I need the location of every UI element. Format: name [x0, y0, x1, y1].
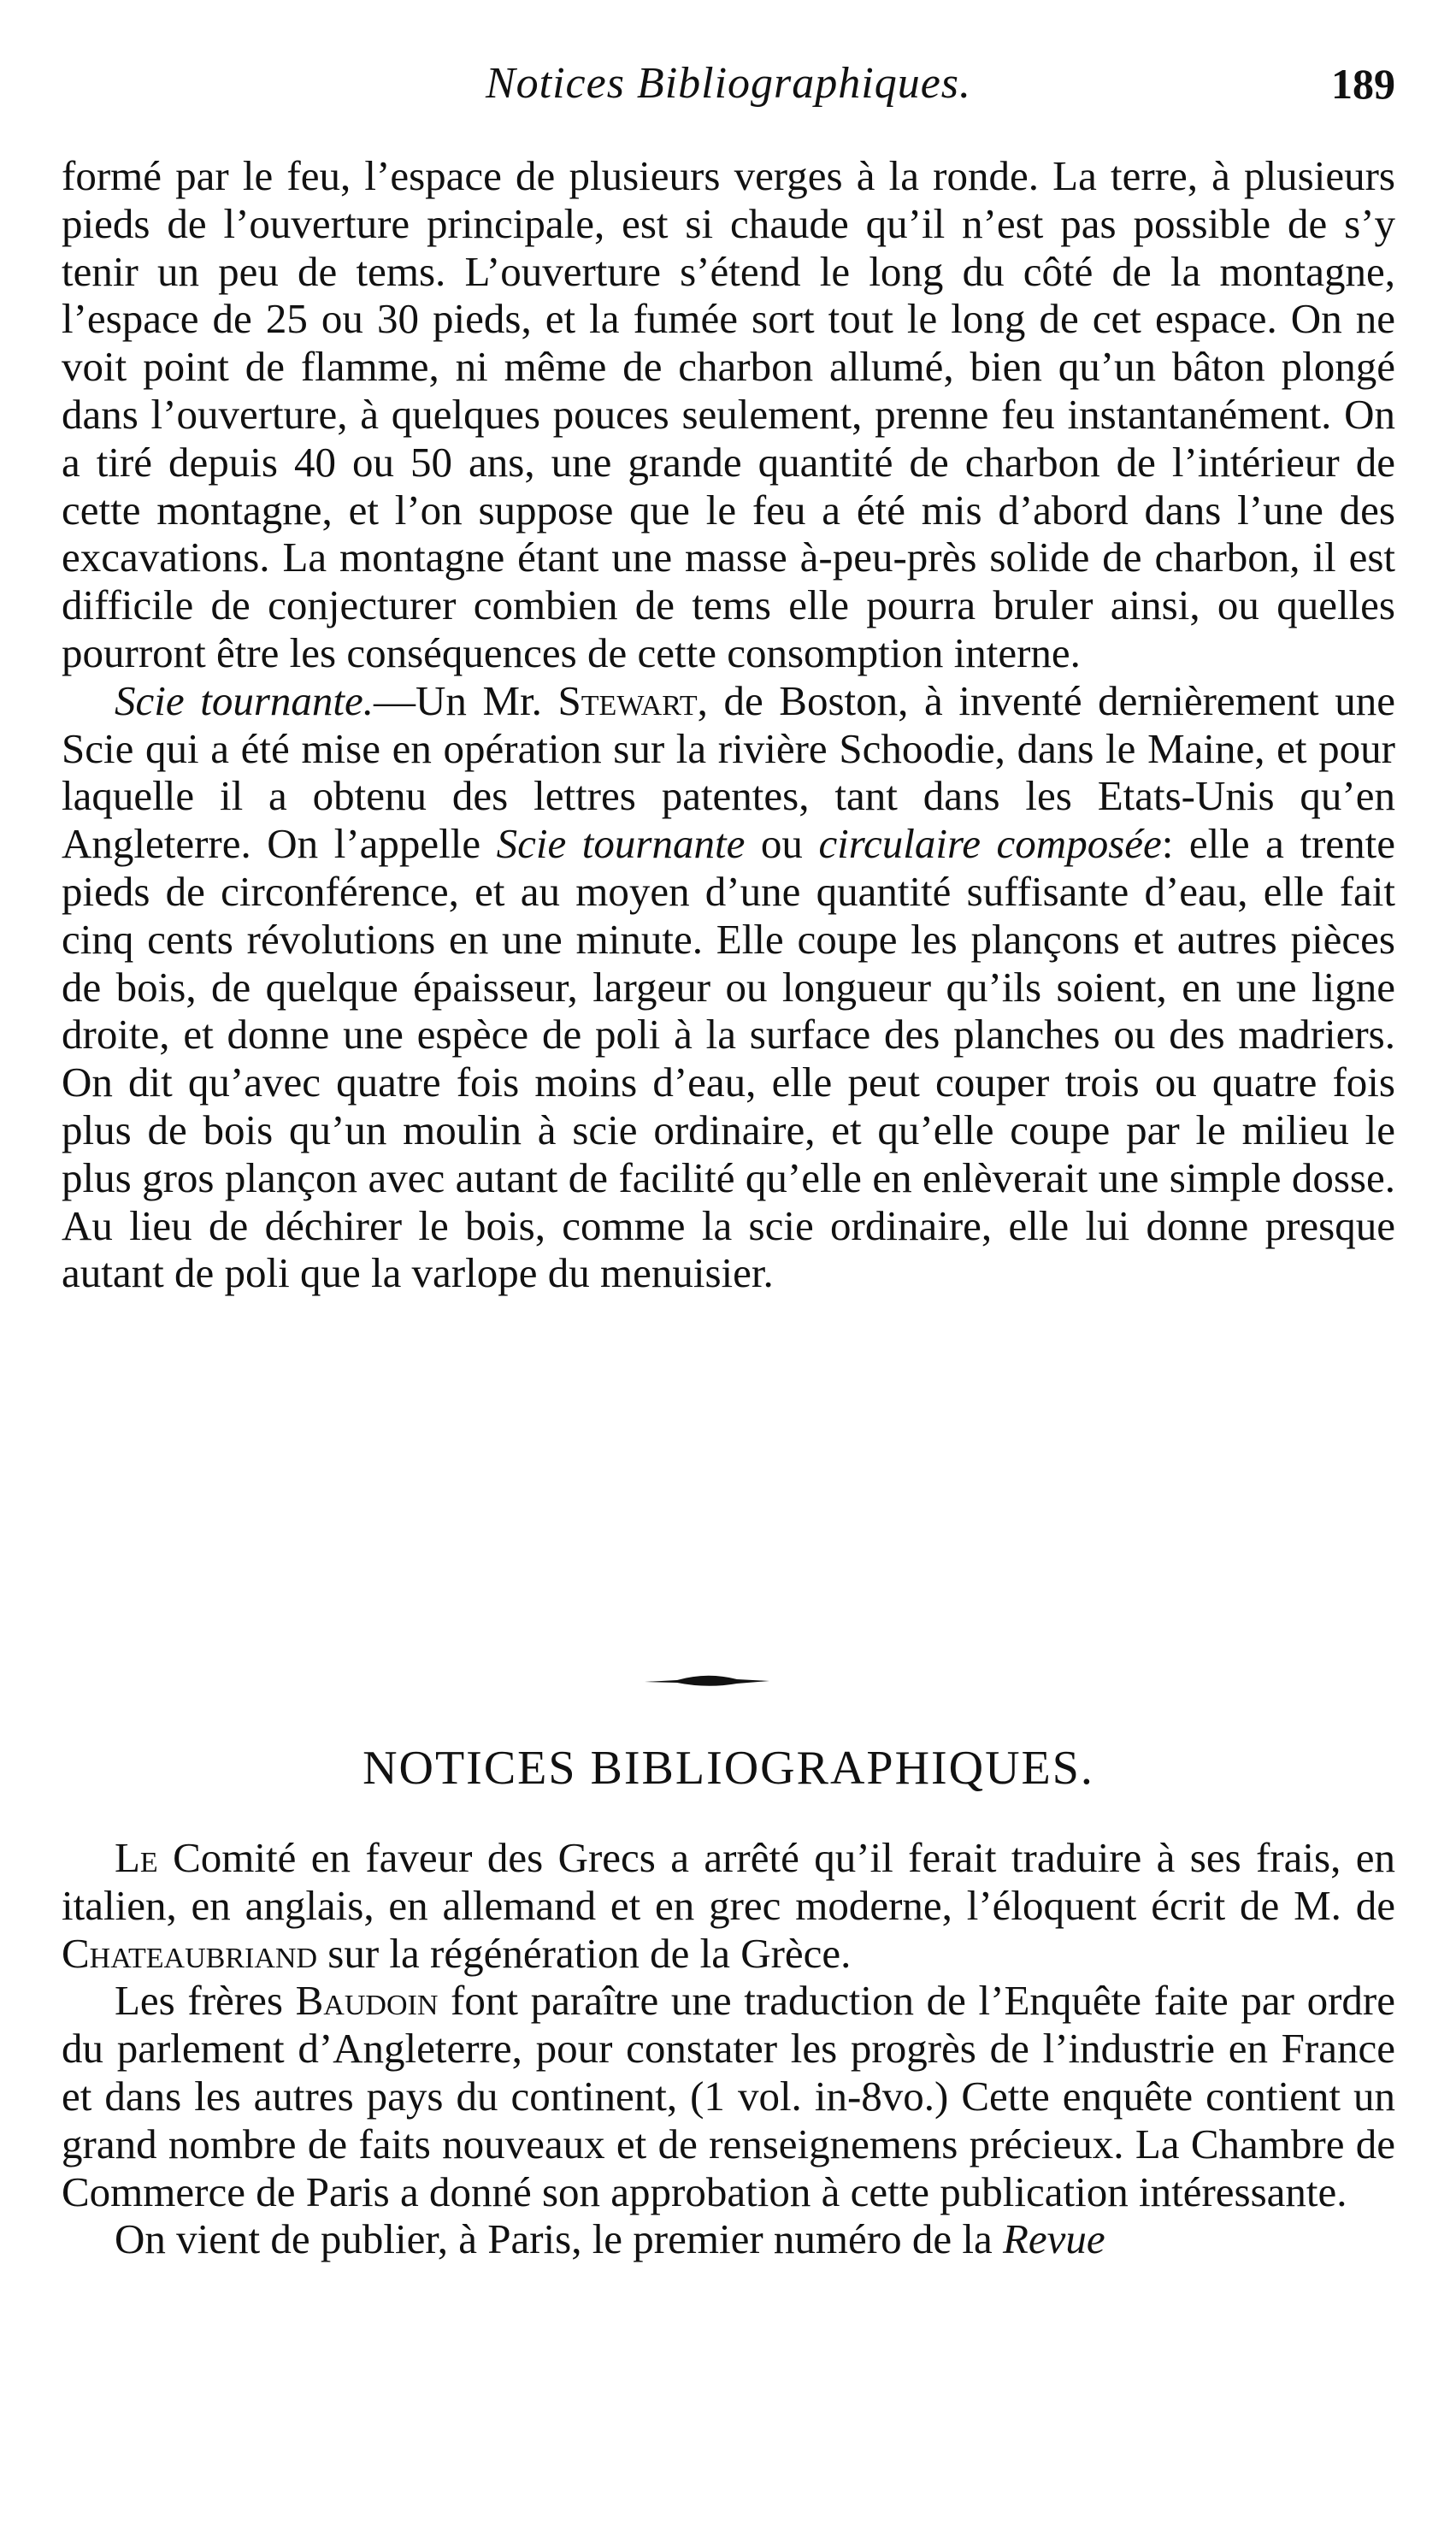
- italic-term: circulaire composée: [818, 820, 1162, 868]
- paragraph-text: formé par le feu, l’espace de plusieurs verges à la ronde. La terre, à plusieurs pieds de l’ouverture principale, est si chaude qu’il n’est pas possible de s’y tenir un peu de tems. L’ouverture s’étend le long du côté de la montagne, l’espace de 25 ou 30 pieds, et la fumée sort tout le long de cet espace. On ne voit point de flamme, ni même de charbon allumé, bien qu’un bâton plongé dans l’ouverture, à quelques pouces seulement, prenne feu instantanément. On a tiré depuis 40 ou 50 ans, une grande quantité de charbon de l’intérieur de cette montagne, et l’on suppose que le feu a été mis d’abord dans l’une des excavations. La montagne étant une masse à-peu-près solide de charbon, il est difficile de conjecturer combien de tems elle pourra bruler ainsi, ou quelles pourront être les conséquences de cette consomption interne.: [62, 152, 1395, 676]
- paragraph-text: sur la régénération de la Grèce.: [317, 1929, 852, 1977]
- running-title: Notices Bibliographiques.: [485, 59, 972, 108]
- notices-text: [62, 1834, 1395, 2263]
- article-heading: Scie tournante.: [115, 676, 374, 724]
- paragraph-text: Les frères: [115, 1977, 296, 2025]
- divider-ornament-icon: [643, 1663, 771, 1697]
- paragraph-circular-saw: [62, 677, 1395, 1297]
- paragraph-text: —Un Mr.: [374, 676, 558, 724]
- article-text: [62, 152, 1395, 1297]
- lead-word: Le: [115, 1834, 158, 1881]
- paragraph-text: Comité en faveur des Grecs a arrêté qu’il ferait traduire à ses frais, en italien, en anglais, en allemand et en grec moderne, l’éloquent écrit de M. de: [62, 1834, 1395, 1929]
- paragraph-text: : elle a trente pieds de circonférence, et au moyen d’une quantité suffisante d’eau, elle fait cinq cents révolutions en une minute. Elle coupe les plançons et autres pièces de bois, de quelque épaisseur, largeur ou longueur qu’ils soient, en une ligne droite, et donne une espèce de poli à la surface des planches ou des madriers. On dit qu’avec quatre fois moins d’eau, elle peut couper trois ou quatre fois plus de bois qu’un moulin à scie ordinaire, et qu’elle coupe par le milieu le plus gros plançon avec autant de facilité qu’elle en enlèverait une simple dosse. Au lieu de déchirer le bois, comme la scie ordinaire, elle lui donne presque autant de poli que la varlope du menuisier.: [62, 820, 1396, 1297]
- page-number: 189: [1331, 60, 1395, 108]
- paragraph-text: ou: [745, 820, 819, 868]
- paragraph-text: , de Boston, à inventé dernièrement une Scie qui a été mise en opération sur la rivière Schoodie, dans le Maine, et pour laquelle il a obtenu des lettres patentes, tant dans les Etats-Unis qu’en Angleterre. On l’appelle: [62, 676, 1395, 868]
- notice-baudoin: [62, 1977, 1395, 2215]
- paragraph-text: On vient de publier, à Paris, le premier numéro de la: [115, 2215, 1003, 2263]
- paragraph-text: font paraître une traduction de l’Enquête faite par ordre du parlement d’Angleterre, pour constater les progrès de l’industrie en France et dans les autres pays du continent, (1 vol. in-8vo.) Cette enquête contient un grand nombre de faits nouveaux et de renseignemens précieux. La Chambre de Commerce de Paris a donné son approbation à cette publication intéressante.: [62, 1977, 1395, 2215]
- notice-greek-committee: [62, 1834, 1395, 1977]
- italic-term: Scie tournante: [496, 820, 746, 868]
- section-title: NOTICES BIBLIOGRAPHIQUES.: [363, 1742, 1094, 1795]
- person-name: Stewart: [557, 676, 698, 724]
- paragraph-coal-mountain: [62, 152, 1395, 677]
- page-header: [62, 50, 1395, 118]
- italic-term: Revue: [1002, 2215, 1105, 2263]
- person-name: Baudoin: [295, 1977, 439, 2025]
- person-name: Chateaubriand: [62, 1929, 318, 1977]
- notice-revue: [62, 2215, 1395, 2263]
